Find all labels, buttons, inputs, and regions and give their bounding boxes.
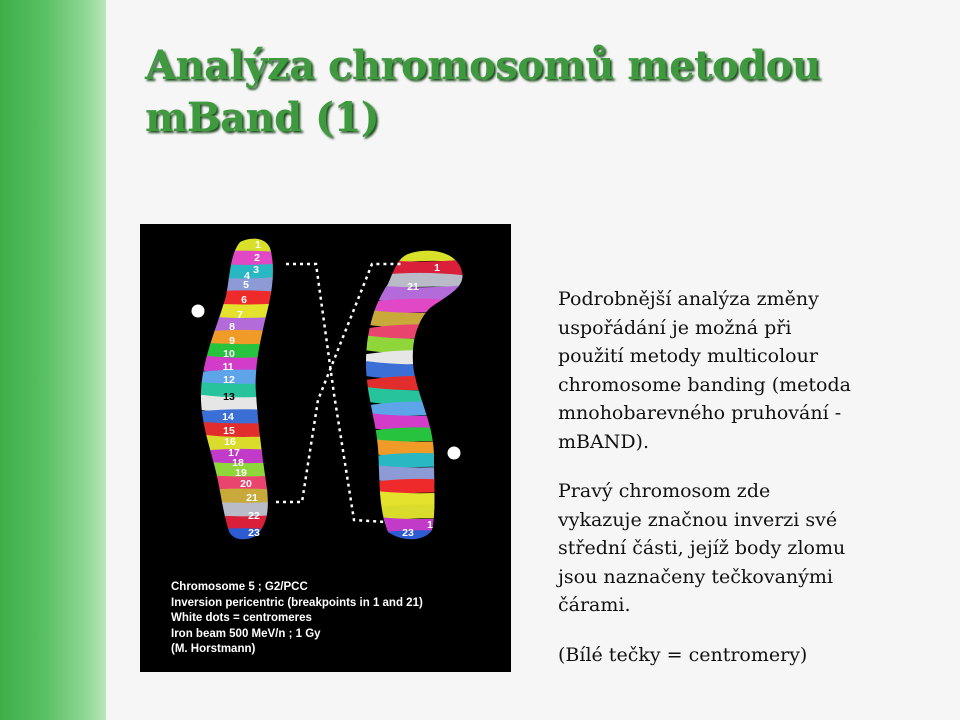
text-line: (Bílé tečky = centromery) <box>558 643 808 666</box>
caption-line-2: Inversion pericentric (breakpoints in 1 and 21) <box>171 596 423 609</box>
text-line: střední části, jejíž body zlomu <box>558 537 846 559</box>
centromere-dot-right <box>448 447 461 460</box>
text-line: uspořádání je možná při <box>558 316 792 339</box>
text-line: Podrobnější analýza změny <box>558 288 819 310</box>
left-band-label: 12 <box>223 374 235 386</box>
slide-body-text <box>558 285 908 690</box>
caption-line-1: Chromosome 5 ; G2/PCC <box>171 581 308 593</box>
left-band-label: 21 <box>246 492 258 504</box>
title-line-1: Analýza chromosomů metodou <box>145 42 821 89</box>
left-chromosome-band <box>180 528 290 548</box>
caption-line-4: Iron beam 500 MeV/n ; 1 Gy <box>171 627 321 640</box>
left-band-label: 15 <box>223 425 235 437</box>
text-line: použití metody multicolour <box>558 345 818 367</box>
paragraph-mband-analysis <box>558 285 908 456</box>
caption-line-3: White dots = centromeres <box>171 612 312 624</box>
left-band-label: 10 <box>223 348 235 360</box>
right-band-label: 21 <box>407 281 419 293</box>
right-band-label: 23 <box>402 527 414 539</box>
text-line: chromosome banding (metoda <box>558 373 851 396</box>
left-band-label: 11 <box>222 361 234 373</box>
left-band-label: 2 <box>254 252 260 264</box>
left-band-label: 6 <box>241 294 247 306</box>
caption-line-5: (M. Horstmann) <box>171 643 256 655</box>
decorative-side-bar <box>0 0 106 720</box>
text-line: jsou naznačeny tečkovanými <box>558 565 833 588</box>
paragraph-inversion <box>558 477 908 620</box>
left-band-label: 4 <box>244 270 250 282</box>
left-band-label: 22 <box>248 510 260 522</box>
paragraph-centromere-note <box>558 641 908 670</box>
title-line-2: mBand (1) <box>145 94 380 141</box>
text-line: Pravý chromosom zde <box>558 480 771 502</box>
left-band-label: 7 <box>237 309 243 321</box>
left-band-label: 9 <box>229 335 235 347</box>
right-band-label: 1 <box>434 262 440 274</box>
left-band-label: 13 <box>223 391 235 403</box>
centromere-dot-left <box>192 305 205 318</box>
left-band-label: 17 <box>228 447 240 459</box>
left-band-label: 23 <box>248 527 260 539</box>
text-line: čárami. <box>558 594 631 616</box>
left-band-label: 19 <box>235 467 247 479</box>
left-band-label: 14 <box>222 411 234 423</box>
text-line: mBAND). <box>558 430 650 453</box>
chromosome-figure <box>140 224 511 672</box>
left-band-label: 3 <box>253 264 259 276</box>
text-line: mnohobarevného pruhování - <box>558 402 842 424</box>
right-band-label: 1 <box>427 519 433 531</box>
left-band-label: 20 <box>240 478 252 490</box>
left-band-label: 18 <box>232 457 244 469</box>
left-band-label: 5 <box>243 279 249 291</box>
text-line: vykazuje značnou inverzi své <box>558 508 838 531</box>
left-band-label: 8 <box>229 321 235 333</box>
left-band-label: 16 <box>224 436 236 448</box>
figure-caption <box>171 580 423 658</box>
left-band-label: 1 <box>255 239 261 251</box>
slide-title <box>145 40 935 144</box>
